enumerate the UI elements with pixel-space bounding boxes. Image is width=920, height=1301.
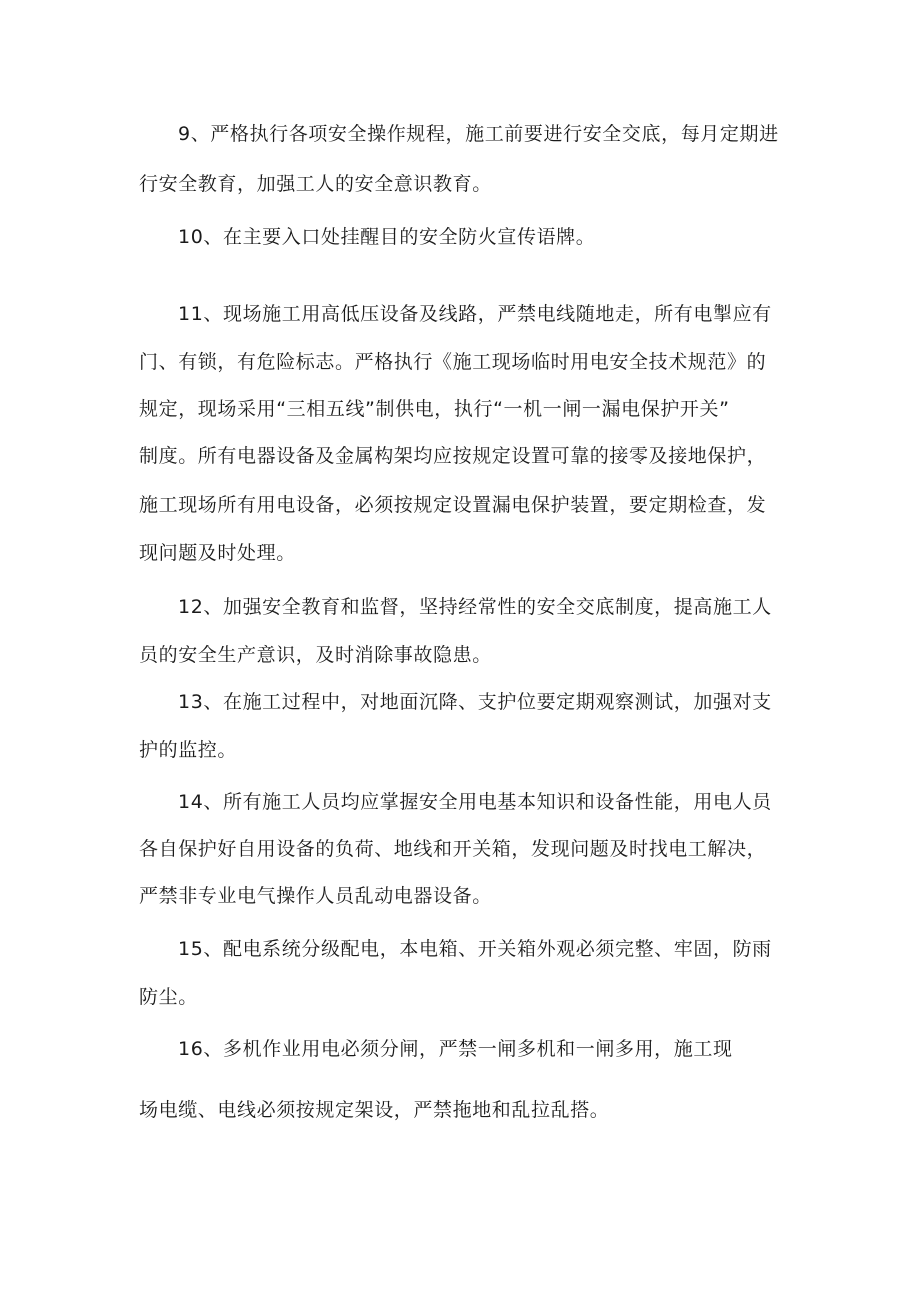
paragraph-12-line-1: 12、加强安全教育和监督，坚持经常性的安全交底制度，提高施工人	[178, 596, 772, 618]
paragraph-12-line-2: 员的安全生产意识，及时消除事故隐患。	[139, 644, 492, 666]
paragraph-14-line-2: 各自保护好自用设备的负荷、地线和开关箱，发现问题及时找电工解决，	[139, 838, 767, 860]
paragraph-9-line-2: 行安全教育，加强工人的安全意识教育。	[139, 173, 492, 195]
paragraph-16-line-1: 16、多机作业用电必须分闸，严禁一闸多机和一闸多用，施工现	[178, 1038, 733, 1060]
paragraph-13-line-2: 护的监控。	[139, 739, 238, 761]
paragraph-14-line-1: 14、所有施工人员均应掌握安全用电基本知识和设备性能，用电人员	[178, 791, 772, 813]
paragraph-11-line-1: 11、现场施工用高低压设备及线路，严禁电线随地走，所有电掣应有	[178, 303, 772, 325]
paragraph-11-line-5: 施工现场所有用电设备，必须按规定设置漏电保护装置，要定期检查，发	[139, 494, 767, 516]
paragraph-11-line-6: 现问题及时处理。	[139, 542, 296, 564]
paragraph-11-line-4: 制度。所有电器设备及金属构架均应按规定设置可靠的接零及接地保护，	[139, 445, 767, 467]
paragraph-11-line-2: 门、有锁，有危险标志。严格执行《施工现场临时用电安全技术规范》的	[139, 351, 767, 373]
paragraph-14-line-3: 严禁非专业电气操作人员乱动电器设备。	[139, 885, 492, 907]
paragraph-16-line-2: 场电缆、电线必须按规定架设，严禁拖地和乱拉乱搭。	[139, 1099, 610, 1121]
paragraph-9-line-1: 9、严格执行各项安全操作规程，施工前要进行安全交底，每月定期进	[178, 123, 779, 145]
paragraph-15-line-2: 防尘。	[139, 986, 198, 1008]
paragraph-15-line-1: 15、配电系统分级配电，本电箱、开关箱外观必须完整、牢固，防雨	[178, 938, 772, 960]
paragraph-13-line-1: 13、在施工过程中，对地面沉降、支护位要定期观察测试，加强对支	[178, 691, 772, 713]
paragraph-11-line-3: 规定，现场采用“三相五线”制供电，执行“一机一闸一漏电保护开关”	[139, 398, 730, 420]
paragraph-10-line-1: 10、在主要入口处挂醒目的安全防火宣传语牌。	[178, 226, 596, 248]
